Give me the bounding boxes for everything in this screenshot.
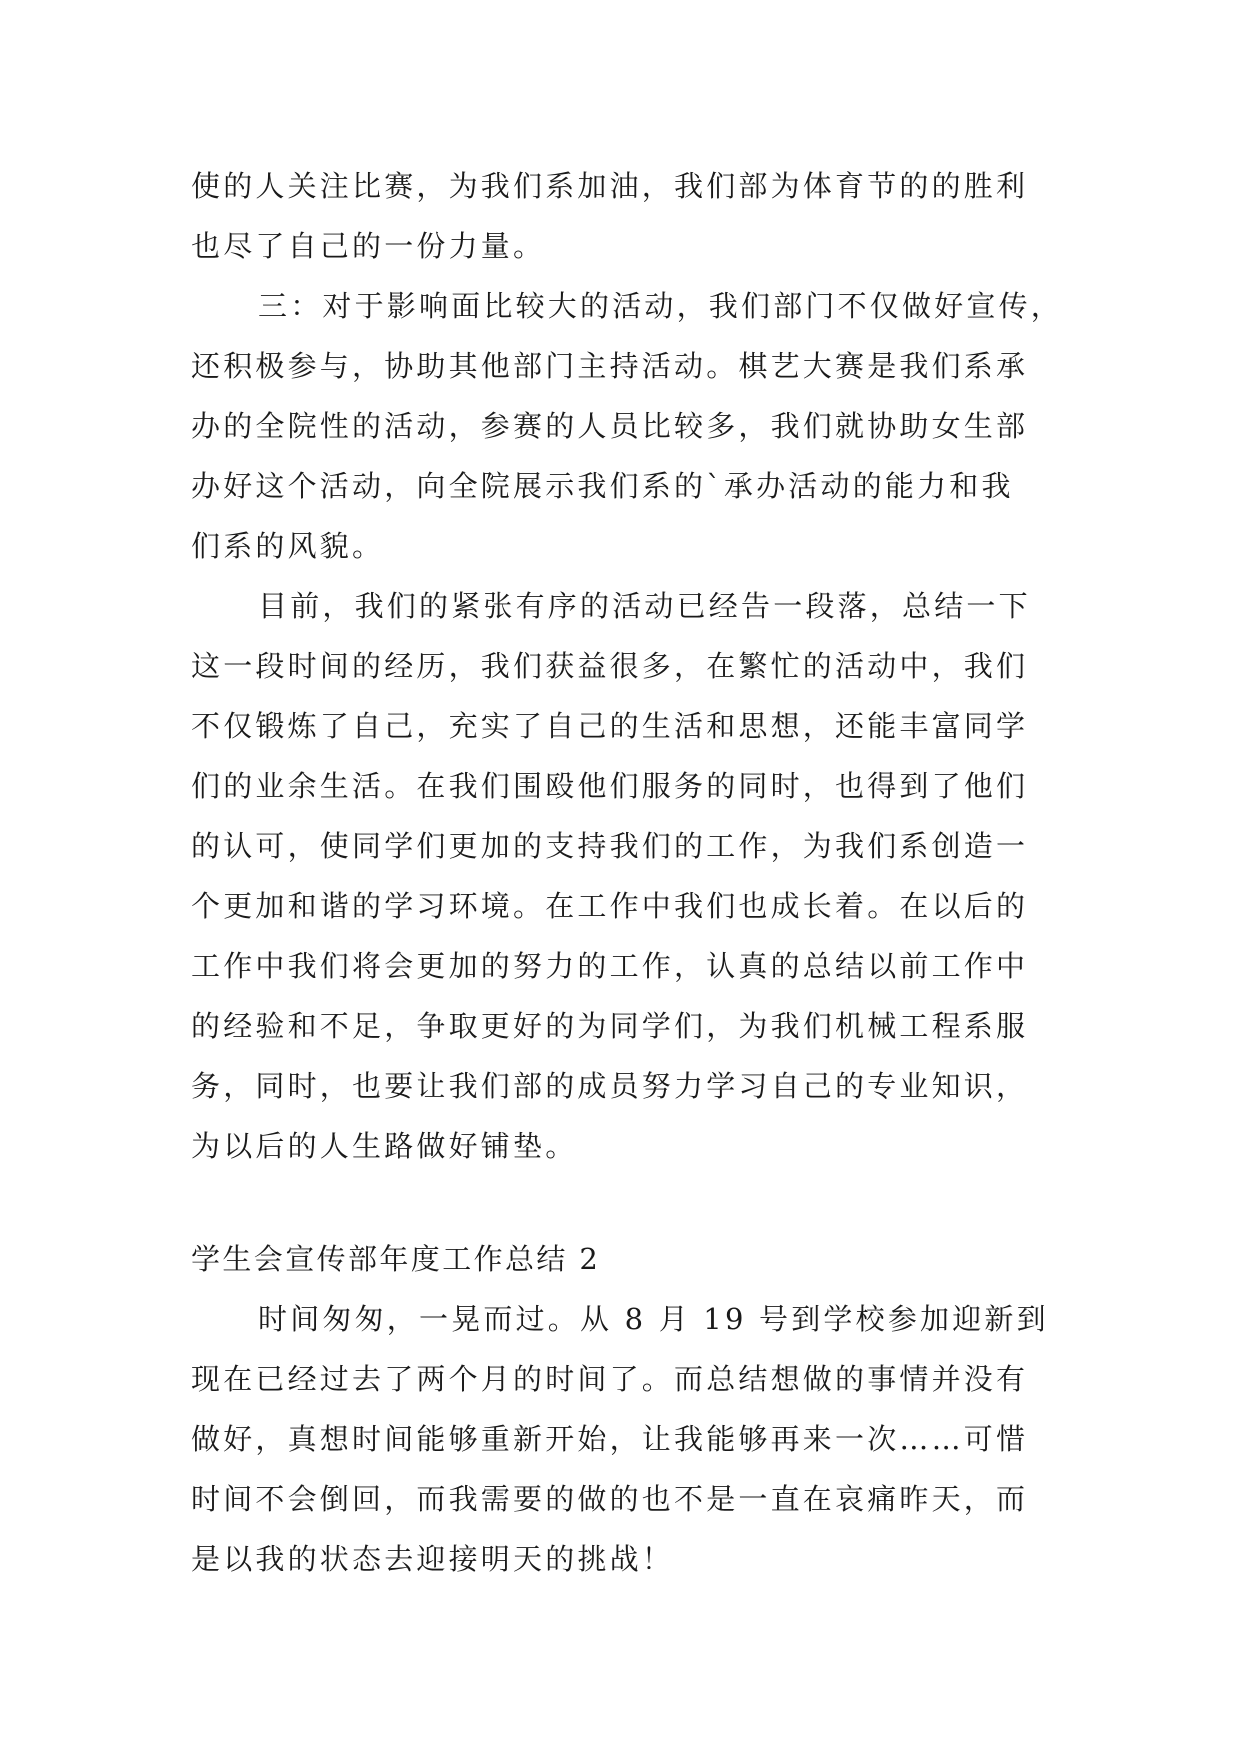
body-line: 现在已经过去了两个月的时间了。而总结想做的事情并没有: [191, 1362, 1029, 1396]
body-line: 时间匆匆，一晃而过。从 8 月 19 号到学校参加迎新到: [258, 1302, 1049, 1336]
body-line: 时间不会倒回，而我需要的做的也不是一直在哀痛昨天，而: [191, 1482, 1029, 1516]
body-line: 办好这个活动，向全院展示我们系的`承办活动的能力和我: [191, 469, 1014, 503]
section-title: 学生会宣传部年度工作总结 2: [191, 1242, 601, 1276]
body-line: 使的人关注比赛，为我们系加油，我们部为体育节的的胜利: [191, 169, 1029, 203]
body-line: 们的业余生活。在我们围殴他们服务的同时，也得到了他们: [191, 769, 1029, 803]
body-line: 目前，我们的紧张有序的活动已经告一段落，总结一下: [258, 589, 1031, 623]
body-line: 务，同时，也要让我们部的成员努力学习自己的专业知识，: [191, 1069, 1029, 1103]
body-line: 还积极参与，协助其他部门主持活动。棋艺大赛是我们系承: [191, 349, 1029, 383]
body-line: 们系的风貌。: [191, 529, 385, 563]
body-line: 做好，真想时间能够重新开始，让我能够再来一次……可惜: [191, 1422, 1029, 1456]
body-line: 三：对于影响面比较大的活动，我们部门不仅做好宣传，: [258, 289, 1064, 323]
body-line: 个更加和谐的学习环境。在工作中我们也成长着。在以后的: [191, 889, 1029, 923]
body-line: 工作中我们将会更加的努力的工作，认真的总结以前工作中: [191, 949, 1029, 983]
body-line: 也尽了自己的一份力量。: [191, 229, 546, 263]
body-line: 的经验和不足，争取更好的为同学们，为我们机械工程系服: [191, 1009, 1029, 1043]
body-line: 为以后的人生路做好铺垫。: [191, 1129, 578, 1163]
body-line: 是以我的状态去迎接明天的挑战！: [191, 1542, 675, 1576]
body-line: 的认可，使同学们更加的支持我们的工作，为我们系创造一: [191, 829, 1029, 863]
body-line: 不仅锻炼了自己，充实了自己的生活和思想，还能丰富同学: [191, 709, 1029, 743]
body-line: 办的全院性的活动，参赛的人员比较多，我们就协助女生部: [191, 409, 1029, 443]
body-line: 这一段时间的经历，我们获益很多，在繁忙的活动中，我们: [191, 649, 1029, 683]
